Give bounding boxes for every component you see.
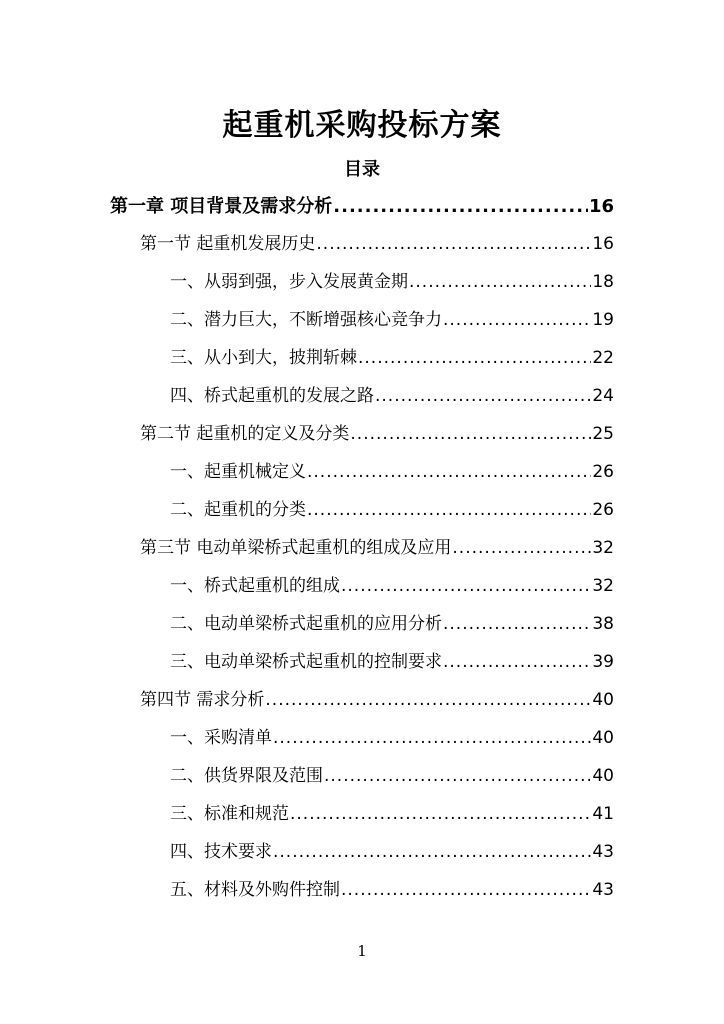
document-title: 起重机采购投标方案: [222, 108, 502, 143]
toc-entry-page: 40: [592, 728, 614, 748]
toc-leader-dots: [452, 533, 591, 563]
toc-entry-label: 五、材料及外购件控制: [170, 880, 340, 900]
toc-entry-page: 32: [592, 538, 614, 558]
toc-entry-label: 第一节 起重机发展历史: [140, 234, 316, 254]
toc-leader-dots: [316, 229, 591, 259]
toc-leader-dots: [265, 685, 591, 715]
toc-entry-label: 一、桥式起重机的组成: [170, 576, 340, 596]
toc-leader-dots: [273, 837, 591, 867]
toc-leader-dots: [273, 723, 591, 753]
toc-leader-dots: [375, 381, 591, 411]
toc-entry[interactable]: [140, 533, 614, 563]
toc-leader-dots: [409, 267, 591, 297]
toc-entry-page: 18: [592, 272, 614, 292]
toc-entry-page: 38: [592, 614, 614, 634]
toc-entry-page: 16: [592, 234, 614, 254]
toc-leader-dots: [443, 609, 591, 639]
toc-leader-dots: [443, 305, 591, 335]
toc-entry[interactable]: [170, 761, 614, 791]
toc-entry-page: 43: [592, 842, 614, 862]
toc-heading: 目录: [344, 159, 380, 180]
toc-entry[interactable]: [140, 419, 614, 449]
toc-leader-dots: [358, 343, 591, 373]
toc-entry-label: 一、从弱到强，步入发展黄金期: [170, 272, 408, 292]
toc-entry-page: 40: [592, 766, 614, 786]
toc-entry-page: 39: [592, 652, 614, 672]
toc-entry-page: 32: [592, 576, 614, 596]
toc-entry-page: 41: [592, 804, 614, 824]
toc-entry[interactable]: [170, 647, 614, 677]
toc-entry-page: 26: [592, 500, 614, 520]
toc-entry-label: 三、标准和规范: [170, 804, 289, 824]
toc-entry-label: 四、桥式起重机的发展之路: [170, 386, 374, 406]
toc-entry-label: 二、潜力巨大，不断增强核心竞争力: [170, 310, 442, 330]
toc-entry-page: 16: [588, 196, 614, 217]
toc-entry-label: 一、采购清单: [170, 728, 272, 748]
toc-entry[interactable]: [170, 305, 614, 335]
toc-leader-dots: [350, 419, 591, 449]
toc-entry[interactable]: [170, 381, 614, 411]
toc-entry-label: 三、从小到大，披荆斩棘: [170, 348, 357, 368]
toc-entry[interactable]: [170, 609, 614, 639]
toc-entry-label: 四、技术要求: [170, 842, 272, 862]
toc-entry[interactable]: [170, 837, 614, 867]
toc-entry-label: 二、起重机的分类: [170, 500, 306, 520]
toc-entry[interactable]: [170, 875, 614, 905]
toc-entry[interactable]: [170, 799, 614, 829]
toc-entry-page: 40: [592, 690, 614, 710]
toc-entry[interactable]: [140, 685, 614, 715]
toc-leader-dots: [307, 457, 591, 487]
toc-entry[interactable]: [110, 192, 614, 222]
toc-entry-label: 第一章 项目背景及需求分析: [110, 196, 333, 217]
toc-entry[interactable]: [170, 571, 614, 601]
toc-entry-label: 第二节 起重机的定义及分类: [140, 424, 350, 444]
toc-entry-label: 一、起重机械定义: [170, 462, 306, 482]
toc-leader-dots: [324, 761, 591, 791]
toc-entry-label: 二、供货界限及范围: [170, 766, 323, 786]
toc-entry-page: 22: [592, 348, 614, 368]
toc-entry[interactable]: [170, 343, 614, 373]
toc-entry-page: 24: [592, 386, 614, 406]
toc-leader-dots: [341, 571, 591, 601]
toc-entry[interactable]: [140, 229, 614, 259]
toc-entry-page: 19: [592, 310, 614, 330]
toc-leader-dots: [307, 495, 591, 525]
toc-entry-label: 第三节 电动单梁桥式起重机的组成及应用: [140, 538, 452, 558]
toc-entry[interactable]: [170, 723, 614, 753]
toc-entry-page: 26: [592, 462, 614, 482]
page-number: 1: [357, 942, 367, 960]
toc-entry-label: 第四节 需求分析: [140, 690, 265, 710]
toc-entry-label: 三、电动单梁桥式起重机的控制要求: [170, 652, 442, 672]
toc-leader-dots: [341, 875, 591, 905]
toc-leader-dots: [290, 799, 591, 829]
toc-leader-dots: [333, 192, 588, 222]
toc-entry-page: 43: [592, 880, 614, 900]
toc-entry[interactable]: [170, 457, 614, 487]
toc-entry[interactable]: [170, 267, 614, 297]
toc-entry[interactable]: [170, 495, 614, 525]
toc-leader-dots: [443, 647, 591, 677]
toc-entry-label: 二、电动单梁桥式起重机的应用分析: [170, 614, 442, 634]
toc-entry-page: 25: [592, 424, 614, 444]
